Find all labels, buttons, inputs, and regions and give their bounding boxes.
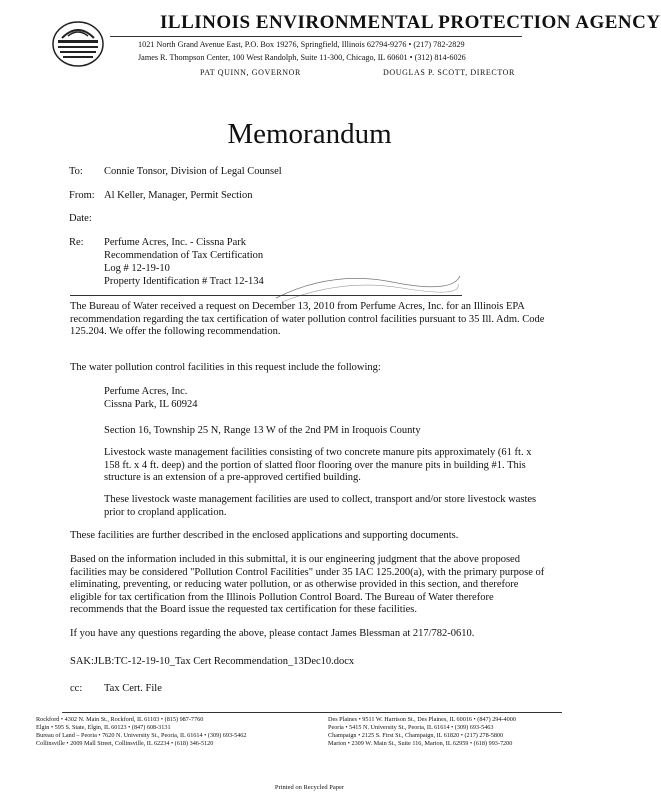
footer-left-offices [36,716,247,748]
re-line: Perfume Acres, Inc. - Cissna Park [104,237,247,248]
re-line: Log # 12-19-10 [104,263,170,274]
agency-word-protection: PROTECTION [438,12,572,33]
agency-word-agency: AGENCY [575,12,661,33]
agency-name [160,12,661,34]
header-divider [70,295,462,296]
agency-word-illinois: ILLINOIS [160,12,251,33]
facility-purpose-paragraph: These livestock waste management facilities are used to collect, transport and/or store livestock wastes prior to cropland application. [104,494,537,518]
contact-paragraph: If you have any questions regarding the above, please contact James Blessman at 217/782-0610. [70,628,475,639]
footer-office-line: Marion • 2309 W. Main St., Suite 116, Marion, IL 62959 • (618) 993-7200 [328,740,513,747]
re-line: Recommendation of Tax Certification [104,250,264,261]
intro-paragraph: The Bureau of Water received a request on December 13, 2010 from Perfume Acres, Inc. for an Illinois EPA recommendation regarding the tax certification of water pollution control facilities pursuant to 35 Ill. Adm. Code 125.204. We offer the following recommendation. [70,301,545,337]
to-value: Connie Tonsor, Division of Legal Counsel [104,166,282,177]
recycled-paper-note: Printed on Recycled Paper [274,784,345,791]
cc-label: cc: [70,683,83,694]
footer-office-line: Des Plaines • 9511 W. Harrison St., Des Plaines, IL 60016 • (847) 294-4000 [328,716,516,723]
re-line: Property Identification # Tract 12-134 [104,276,264,287]
footer-office-line: Bureau of Land – Peoria • 7620 N. University St., Peoria, IL 61614 • (309) 693-5462 [36,732,247,739]
footer-office-line: Rockford • 4302 N. Main St., Rockford, IL 61103 • (815) 987-7760 [36,716,204,723]
footer-office-line: Elgin • 595 S. State, Elgin, IL 60123 • (847) 608-3131 [36,724,171,731]
footer-office-line: Peoria • 5415 N. University St., Peoria, IL 61614 • (309) 693-5463 [328,724,494,731]
facilities-intro-paragraph: The water pollution control facilities in this request include the following: [70,362,381,373]
memo-title: Memorandum [227,118,392,150]
illinois-epa-seal-logo [52,20,104,68]
from-label: From: [69,190,95,201]
director-name: DOUGLAS P. SCOTT, DIRECTOR [383,68,515,77]
footer-office-line: Collinsville • 2009 Mall Street, Collinsville, IL 62234 • (618) 346-5120 [36,740,214,747]
facility-location: Section 16, Township 25 N, Range 13 W of the 2nd PM in Iroquois County [104,425,421,436]
cc-value: Tax Cert. File [104,683,162,694]
date-label: Date: [69,213,92,224]
supporting-documents-paragraph: These facilities are further described in the enclosed applications and supporting documents. [70,530,459,541]
re-label: Re: [69,237,84,248]
letterhead-rule [110,36,522,37]
agency-word-environmental: ENVIRONMENTAL [255,12,434,33]
to-label: To: [69,166,83,177]
governor-name: PAT QUINN, GOVERNOR [200,68,301,77]
facility-name: Perfume Acres, Inc. [104,386,188,397]
address-line-springfield: 1021 North Grand Avenue East, P.O. Box 19276, Springfield, Illinois 62794-9276 • (217) 782-2829 [138,40,465,49]
facility-description-paragraph: Livestock waste management facilities consisting of two concrete manure pits approximately (61 ft. x 158 ft. x 4 ft. deep) and the portion of slatted floor flooring over the manure pits in building #1. This structure is an extension of a pre-approved certified building. [104,447,532,483]
received-stamp-mark [272,268,464,304]
address-line-chicago: James R. Thompson Center, 100 West Randolph, Suite 11-300, Chicago, IL 60601 • (312) 814-6026 [138,53,466,62]
file-reference: SAK:JLB:TC-12-19-10_Tax Cert Recommendation_13Dec10.docx [70,656,355,667]
facility-city: Cissna Park, IL 60924 [104,399,198,410]
footer-right-offices [328,716,516,748]
footer-rule [62,712,562,713]
recommendation-paragraph: Based on the information included in this submittal, it is our engineering judgment that the above proposed facilities may be considered "Pollution Control Facilities" under 35 IAC 125.200(a), with the primary purpose of eliminating, preventing, or reducing water pollution, or as otherwise provided in this section, and therefore eligible for tax certification from the Illinois Pollution Control Board. The Bureau of Water therefore recommends that the Board issue the requested tax certification for these facilities. [70,554,545,615]
from-value: Al Keller, Manager, Permit Section [104,190,253,201]
footer-office-line: Champaign • 2125 S. First St., Champaign, IL 61820 • (217) 278-5800 [328,732,504,739]
